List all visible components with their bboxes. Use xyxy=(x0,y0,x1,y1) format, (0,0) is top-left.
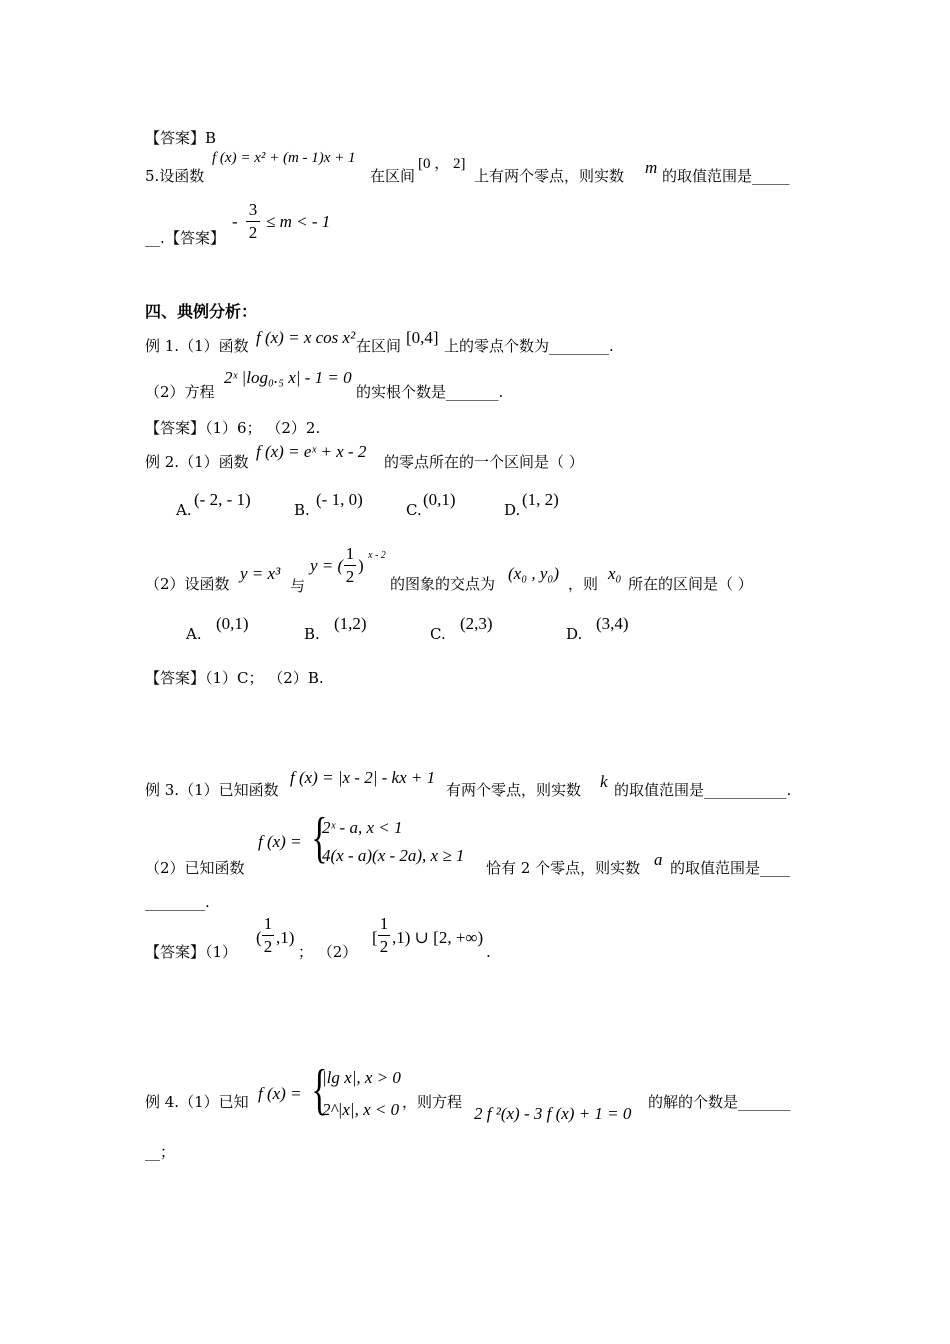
ex2-opt2-a-value: (0,1) xyxy=(216,614,249,633)
ex2-p2-function-1: y = x³ xyxy=(240,564,281,583)
ex1-p1-interval: [0,4] xyxy=(406,328,439,347)
ex3-p2-case-1: 2ˣ - a, x < 1 xyxy=(322,818,403,837)
q5-answer-fraction xyxy=(246,200,260,243)
ex4-p1-case-1: |lg x|, x > 0 xyxy=(322,1068,401,1087)
ex3-answer-1-den: 2 xyxy=(263,937,273,956)
ex2-opt2-b-label[interactable]: B. xyxy=(304,625,320,643)
q5-answer-rest: ≤ m < - 1 xyxy=(266,212,331,231)
ex4-p1-lhs: f (x) = xyxy=(258,1084,302,1103)
ex2-opt1-a-value: (- 2, - 1) xyxy=(194,490,251,509)
ex2-p2-point: (x₀ , y₀) xyxy=(508,564,559,583)
ex1-p1-text-1: 在区间 xyxy=(356,337,402,355)
ex2-p2-function-2-rhs: ) xyxy=(358,556,364,575)
ex3-p2-lhs: f (x) = xyxy=(258,832,302,851)
ex3-p2-var-a: a xyxy=(654,850,663,869)
ex1-p2-label: （2）方程 xyxy=(145,383,215,401)
prev-answer: 【答案】B xyxy=(145,129,217,147)
ex3-p1-function: f (x) = |x - 2| - kx + 1 xyxy=(290,768,436,787)
ex3-answer-2-den: 2 xyxy=(379,937,389,956)
q5-answer-label: 【答案】 xyxy=(165,229,226,247)
ex2-p2-fraction-den: 2 xyxy=(345,567,355,586)
ex2-opt2-a-label[interactable]: A. xyxy=(186,625,202,643)
ex3-p1-text-1: 有两个零点，则实数 xyxy=(446,781,582,799)
ex2-opt2-b-value: (1,2) xyxy=(334,614,367,633)
ex2-p1-label: 例 2.（1）函数 xyxy=(145,453,249,471)
ex2-opt2-d-label[interactable]: D. xyxy=(566,625,583,643)
ex1-p2-text: 的实根个数是_______. xyxy=(356,383,504,401)
ex3-answer-2-close: ,1) ∪ [2, +∞) xyxy=(392,928,484,947)
ex1-p1-label: 例 1.（1）函数 xyxy=(145,337,249,355)
ex1-answer: 【答案】（1）6； （2）2. xyxy=(145,419,321,437)
ex2-p2-function-2-lhs: y = ( xyxy=(310,556,344,575)
ex4-p1-continuation: __； xyxy=(145,1143,176,1161)
q5-function: f (x) = x² + (m - 1)x + 1 xyxy=(212,150,356,166)
ex3-p1-var-k: k xyxy=(600,772,608,791)
ex2-opt1-d-label[interactable]: D. xyxy=(504,501,521,519)
ex2-p2-exponent: x - 2 xyxy=(368,550,386,561)
q5-text-2: 上有两个零点，则实数 xyxy=(474,167,625,185)
ex2-p2-text-2: ，则 xyxy=(568,575,599,593)
ex2-opt1-c-label[interactable]: C. xyxy=(406,501,422,519)
ex3-p2-case-2: 4(x - a)(x - 2a), x ≥ 1 xyxy=(322,846,465,865)
ex3-answer-1-close: ,1) xyxy=(276,928,295,947)
ex2-opt1-b-label[interactable]: B. xyxy=(294,501,310,519)
ex2-opt1-c-value: (0,1) xyxy=(423,490,456,509)
ex3-p2-label: （2）已知函数 xyxy=(145,859,245,877)
ex1-p1-text-2: 上的零点个数为________. xyxy=(444,337,614,355)
ex2-p2-text-1: 的图象的交点为 xyxy=(390,575,496,593)
ex2-p2-and: 与 xyxy=(290,577,306,595)
q5-var-m: m xyxy=(645,158,658,177)
ex2-answer: 【答案】（1）C； （2）B. xyxy=(145,669,324,687)
ex3-answer-2-num: 1 xyxy=(379,914,389,933)
q5-continuation: __. xyxy=(145,229,165,247)
ex4-p1-label: 例 4.（1）已知 xyxy=(145,1093,249,1111)
ex4-p1-text-2: 的解的个数是_______ xyxy=(648,1093,791,1111)
ex4-p1-brace: { xyxy=(311,1059,328,1121)
ex2-p1-function: f (x) = eˣ + x - 2 xyxy=(256,442,367,461)
ex2-p2-label: （2）设函数 xyxy=(145,575,230,593)
ex3-p1-label: 例 3.（1）已知函数 xyxy=(145,781,279,799)
ex2-p2-x0: x₀ xyxy=(608,564,622,583)
ex2-opt1-a-label[interactable]: A. xyxy=(176,501,192,519)
ex2-p2-text-3: 所在的区间是（ ） xyxy=(628,575,753,593)
ex4-p1-equation: 2 f ²(x) - 3 f (x) + 1 = 0 xyxy=(474,1104,632,1123)
q5-answer-denominator: 2 xyxy=(248,223,258,242)
ex4-p1-text-1: ，则方程 xyxy=(402,1093,463,1111)
ex3-p2-continuation: ________. xyxy=(145,893,210,911)
ex2-opt2-c-value: (2,3) xyxy=(460,614,493,633)
ex3-answer-label: 【答案】（1） xyxy=(145,943,238,961)
ex3-answer-2-fraction xyxy=(378,914,390,957)
q5-answer-numerator: 3 xyxy=(248,200,258,219)
ex2-opt2-c-label[interactable]: C. xyxy=(430,625,446,643)
ex3-answer-1-open: ( xyxy=(256,928,262,947)
ex3-p1-text-2: 的取值范围是___________. xyxy=(614,781,792,799)
ex2-opt1-d-value: (1, 2) xyxy=(522,490,559,509)
q5-text-3: 的取值范围是_____ xyxy=(662,167,790,185)
ex3-answer-1-num: 1 xyxy=(263,914,273,933)
ex2-p2-fraction xyxy=(344,544,356,587)
q5-label: 5.设函数 xyxy=(145,167,205,185)
ex3-answer-2-open: [ xyxy=(372,928,378,947)
ex3-p2-text-1: 恰有 2 个零点，则实数 xyxy=(486,859,641,877)
ex2-p2-fraction-num: 1 xyxy=(345,544,355,563)
ex4-p1-case-2: 2^|x|, x < 0 xyxy=(322,1100,400,1119)
ex2-p1-text: 的零点所在的一个区间是（ ） xyxy=(384,453,584,471)
ex3-p2-brace: { xyxy=(311,807,328,869)
ex2-opt1-b-value: (- 1, 0) xyxy=(316,490,363,509)
ex3-p2-text-2: 的取值范围是____ xyxy=(670,859,791,877)
ex1-p2-equation: 2ˣ |log₀.₅ x| - 1 = 0 xyxy=(224,368,352,387)
ex3-answer-1-fraction xyxy=(262,914,274,957)
ex2-opt2-d-value: (3,4) xyxy=(596,614,629,633)
ex3-answer-end: . xyxy=(486,943,491,961)
ex3-answer-separator: ； （2） xyxy=(298,943,358,961)
section-title: 四、典例分析： xyxy=(145,302,258,321)
q5-text-1: 在区间 xyxy=(370,167,416,185)
ex1-p1-function: f (x) = x cos x² xyxy=(256,328,356,347)
q5-answer-minus: - xyxy=(232,212,238,231)
q5-interval: [0 ， 2] xyxy=(418,156,466,172)
